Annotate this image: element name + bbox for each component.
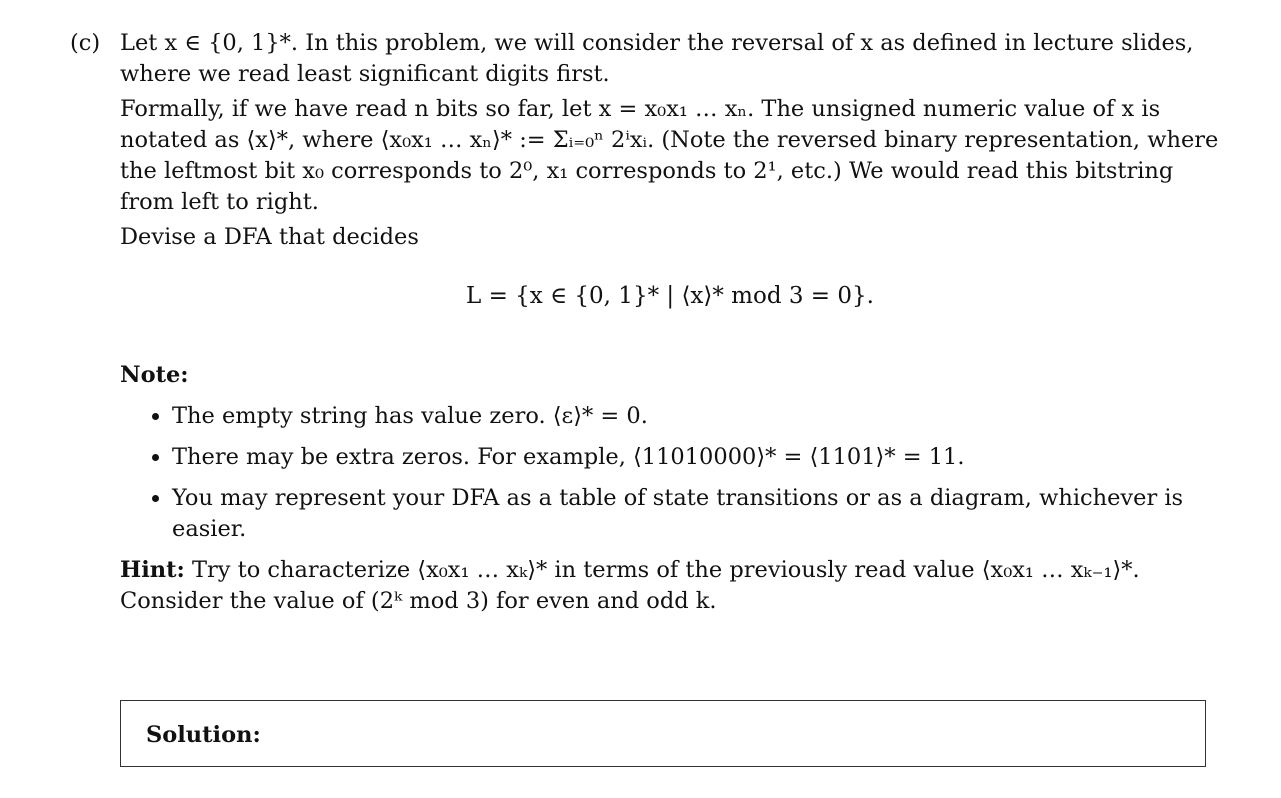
note-list	[120, 401, 1220, 545]
hint-paragraph	[120, 555, 1220, 617]
intro-paragraph-1: Let x ∈ {0, 1}*. In this problem, we will consider the reversal of x as defined in lecture slides, where we read least significant digits first.	[120, 30, 1194, 87]
intro-paragraph-2: Formally, if we have read n bits so far, let x = x₀x₁ … xₙ. The unsigned numeric value of x is notated as ⟨x⟩*, where ⟨x₀x₁ … xₙ⟩* := Σᵢ₌₀ⁿ 2ⁱxᵢ. (Note the reversed binary representation, where the leftmost bit x₀ corresponds to 2⁰, x₁ corresponds to 2¹, etc.) We would read this bitstring from left to right.	[120, 96, 1219, 215]
note-title: Note:	[120, 362, 189, 388]
hint-text: Try to characterize ⟨x₀x₁ … xₖ⟩* in terms of the previously read value ⟨x₀x₁ … xₖ₋₁⟩*. Consider the value of (2ᵏ mod 3) for even and odd k.	[120, 557, 1140, 614]
problem-part-label: (c)	[70, 30, 101, 56]
note-item: • There may be extra zeros. For example, ⟨11010000⟩* = ⟨1101⟩* = 11.	[172, 442, 1220, 473]
language-definition: L = {x ∈ {0, 1}* | ⟨x⟩* mod 3 = 0}.	[466, 283, 874, 309]
note-item: • The empty string has value zero. ⟨ε⟩* = 0.	[172, 401, 1220, 432]
solution-label: Solution:	[146, 722, 261, 748]
hint-label: Hint:	[120, 557, 185, 583]
note-item: • You may represent your DFA as a table of state transitions or as a diagram, whichever is easier.	[172, 483, 1220, 545]
intro-paragraph-3: Devise a DFA that decides	[120, 224, 419, 250]
problem-body	[120, 28, 1220, 617]
solution-box[interactable]	[120, 700, 1206, 767]
